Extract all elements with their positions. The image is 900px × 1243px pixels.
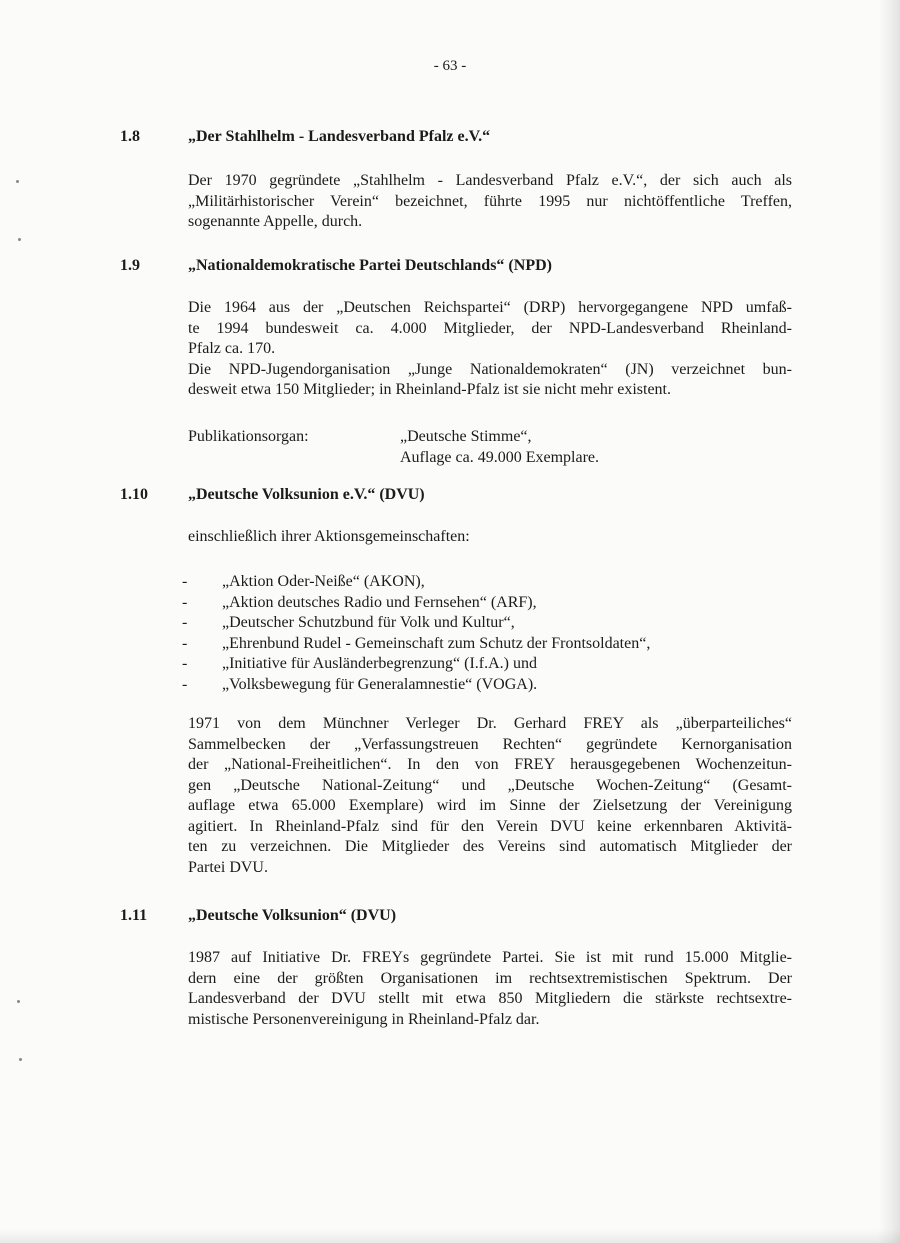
section-number: 1.8: [120, 128, 140, 145]
paragraph-line: Sammelbecken der „Verfassungstreuen Rechten“ gegründete Kernorganisation: [188, 735, 792, 753]
section-title: „Der Stahlhelm - Landesverband Pfalz e.V.“: [188, 128, 491, 145]
section-number: 1.9: [120, 257, 140, 274]
paragraph-line: te 1994 bundesweit ca. 4.000 Mitglieder, der NPD-Landesverband Rheinland-: [188, 319, 792, 337]
paragraph-line: 1987 auf Initiative Dr. FREYs gegründete Partei. Sie ist mit rund 15.000 Mitglie-: [188, 949, 792, 966]
paragraph-line: gen „Deutsche National-Zeitung“ und „Deutsche Wochen-Zeitung“ (Gesamt-: [188, 776, 792, 794]
section-paragraph: [188, 171, 792, 233]
scan-shadow-bottom: [0, 1229, 900, 1243]
section-title: „Nationaldemokratische Partei Deutschlands“ (NPD): [188, 257, 552, 274]
paragraph-line: „Militärhistorischer Verein“ bezeichnet, führte 1995 nur nichtöffentliche Treffen,: [188, 192, 792, 210]
list-item: [182, 654, 802, 675]
list-item-text: „Aktion Oder-Neiße“ (AKON),: [222, 573, 425, 590]
scan-speck: [17, 1000, 20, 1003]
list-item: [182, 675, 802, 696]
page-number: - 63 -: [433, 58, 467, 74]
scan-speck: [16, 180, 19, 183]
scan-speck: [18, 238, 21, 241]
list-dash: -: [182, 634, 188, 652]
list-item-text: „Deutscher Schutzbund für Volk und Kultur“,: [222, 614, 515, 631]
list-dash: -: [182, 614, 188, 631]
organization-list: [182, 572, 802, 695]
list-item-text: „Initiative für Ausländerbegrenzung“ (I.f.A.) und: [222, 655, 537, 672]
list-item-text: „Aktion deutsches Radio und Fernsehen“ (ARF),: [222, 593, 537, 611]
list-item: [182, 634, 802, 655]
list-dash: -: [182, 675, 188, 693]
scan-shadow-right: [878, 0, 900, 1243]
list-dash: -: [182, 593, 188, 611]
section-intro: [188, 527, 792, 548]
paragraph-line: auflage etwa 65.000 Exemplare) wird im Sinne der Zielsetzung der Vereinigung: [188, 797, 792, 814]
section-title: „Deutsche Volksunion“ (DVU): [188, 907, 397, 924]
publication-label: Publikationsorgan:: [188, 428, 309, 445]
paragraph-line: Partei DVU.: [188, 858, 268, 876]
list-dash: -: [182, 573, 188, 590]
paragraph-line: desweit etwa 150 Mitglieder; in Rheinland-Pfalz ist sie nicht mehr existent.: [188, 381, 671, 398]
publication-line: „Deutsche Stimme“,: [400, 428, 532, 445]
section-number: 1.10: [120, 486, 148, 503]
paragraph-line: Die 1964 aus der „Deutschen Reichspartei“ (DRP) hervorgegangene NPD umfaß-: [188, 299, 792, 316]
list-item-text: „Ehrenbund Rudel - Gemeinschaft zum Schutz der Frontsoldaten“,: [222, 634, 651, 652]
list-dash: -: [182, 655, 188, 672]
list-item: [182, 613, 802, 634]
section-title: „Deutsche Volksunion e.V.“ (DVU): [188, 486, 425, 503]
list-item-text: „Volksbewegung für Generalamnestie“ (VOGA).: [222, 675, 538, 693]
publication-value: [400, 427, 599, 468]
paragraph-line: mistische Personenvereinigung in Rheinland-Pfalz dar.: [188, 1010, 540, 1028]
list-item: [182, 593, 802, 614]
section-paragraph: [188, 948, 792, 1030]
paragraph-line: agitiert. In Rheinland-Pfalz sind für den Verein DVU keine erkennbaren Aktivitä-: [188, 817, 792, 835]
publication-line: Auflage ca. 49.000 Exemplare.: [400, 448, 600, 466]
paragraph-line: sogenannte Appelle, durch.: [188, 213, 363, 230]
paragraph-line: Der 1970 gegründete „Stahlhelm - Landesverband Pfalz e.V.“, der sich auch als: [188, 172, 792, 189]
section-paragraph: [188, 298, 792, 401]
paragraph-line: 1971 von dem Münchner Verleger Dr. Gerhard FREY als „überparteiliches“: [188, 715, 792, 732]
section-number: 1.11: [120, 907, 148, 924]
scan-speck: [19, 1058, 22, 1061]
list-item: [182, 572, 802, 593]
section-paragraph: [188, 714, 792, 878]
paragraph-line: der „National-Freiheitlichen“. In den von FREY herausgegebenen Wochenzeitun-: [188, 756, 792, 773]
paragraph-line: dern eine der größten Organisationen im rechtsextremistischen Spektrum. Der: [188, 969, 792, 987]
intro-line: einschließlich ihrer Aktionsgemeinschaften:: [188, 528, 470, 545]
paragraph-line: ten zu verzeichnen. Die Mitglieder des Vereins sind automatisch Mitglieder der: [188, 838, 792, 855]
paragraph-line: Landesverband der DVU stellt mit etwa 850 Mitgliedern die stärkste rechtsextre-: [188, 990, 792, 1007]
paragraph-line: Die NPD-Jugendorganisation „Junge Nationaldemokraten“ (JN) verzeichnet bun-: [188, 360, 792, 378]
paragraph-line: Pfalz ca. 170.: [188, 340, 276, 357]
